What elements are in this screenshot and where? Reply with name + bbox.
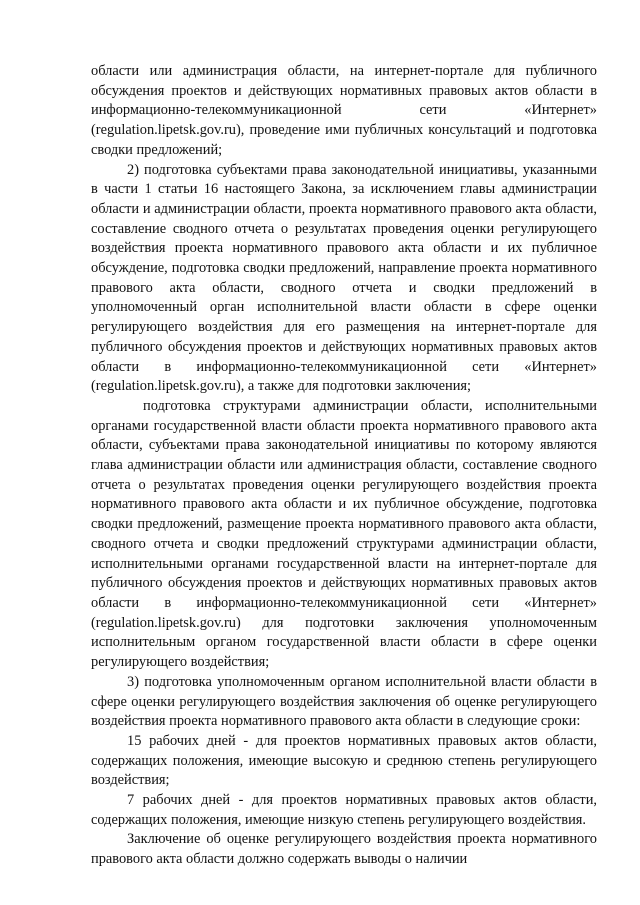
paragraph-item-2: 2) подготовка субъектами права законодательной инициативы, указанными в части 1 статьи 16 настоящего Закона, за исключением главы администрации области и администрации области, проекта нормативного правового акта области, составление сводного отчета о результатах проведения оценки регулирующего воздействия проекта нормативного правового акта области и их публичное обсуждение, подготовка сводки предложений, направление проекта нормативного правового акта области, сводного отчета и сводки предложений в уполномоченный орган исполнительной власти области в сфере оценки регулирующего воздействия для его размещения на интернет-портале для публичного обсуждения проектов и действующих нормативных правовых актов области в информационно-телекоммуникационной сети «Интернет» (regulation.lipetsk.gov.ru), а также для подготовки заключения; [91,161,597,395]
paragraph-deadline-7-days: 7 рабочих дней - для проектов нормативных правовых актов области, содержащих положения, имеющие низкую степень регулирующего воздействия. [91,792,597,828]
paragraph-conclusion: Заключение об оценке регулирующего воздействия проекта нормативного правового акта области должно содержать выводы о наличии [91,831,597,868]
paragraph-continuation: области или администрация области, на интернет-портале для публичного обсуждения проектов и действующих нормативных правовых актов области в информационно-телекоммуникационной сети «Интернет» (regulation.lipetsk.gov.ru), проведение ими публичных консультаций и подготовка сводки предложений; [91,63,597,158]
document-page [91,62,597,870]
paragraph-preparation: подготовка структурами администрации области, исполнительными органами государственной власти области проекта нормативного правового акта области, субъектами права законодательной инициативы по которому являются глава администрации области или администрация области, составление сводного отчета о результатах проведения оценки регулирующего воздействия проекта нормативного правового акта области и их публичное обсуждение, подготовка сводки предложений, размещение проекта нормативного правового акта области, сводного отчета и сводки предложений структурами администрации области, исполнительными органами государственной власти на интернет-портале для публичного обсуждения проектов и действующих нормативных правовых актов области в информационно-телекоммуникационной сети «Интернет» (regulation.lipetsk.gov.ru) для подготовки заключения уполномоченным исполнительным органом государственной власти области в сфере оценки регулирующего воздействия; [91,397,597,671]
paragraph-item-3: 3) подготовка уполномоченным органом исполнительной власти области в сфере оценки регулирующего воздействия заключения об оценке регулирующего воздействия проекта нормативного правового акта области в следующие сроки: [91,673,597,730]
paragraph-deadline-15-days: 15 рабочих дней - для проектов нормативных правовых актов области, содержащих положения, имеющие высокую и среднюю степень регулирующего воздействия; [91,732,597,789]
